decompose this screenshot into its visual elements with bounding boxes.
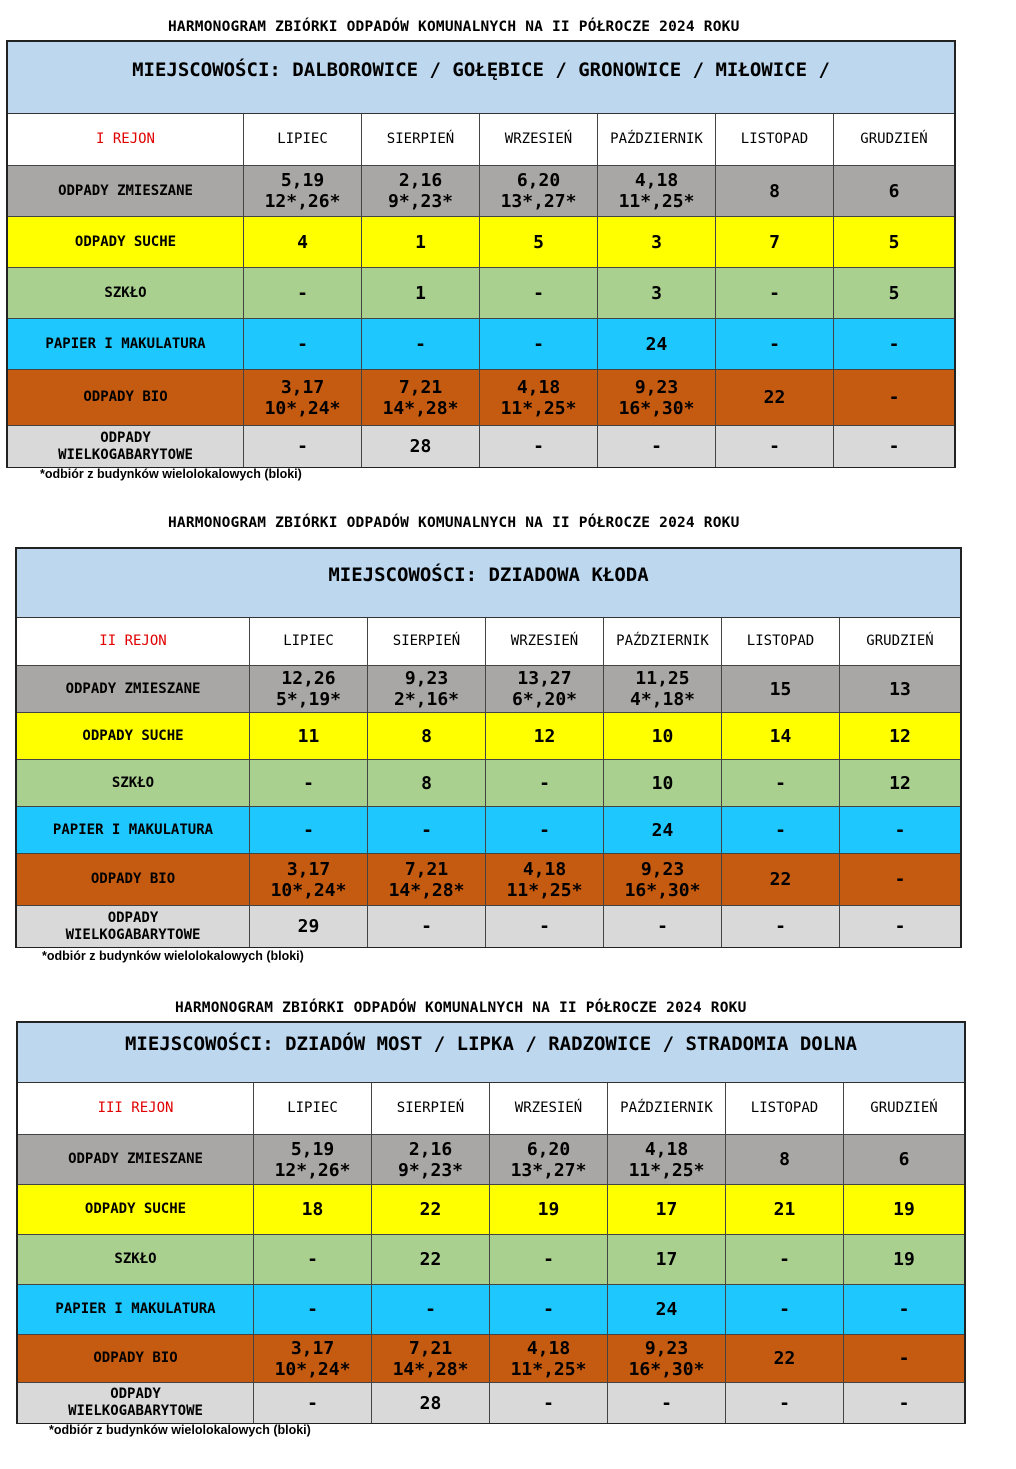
collection-dates: 14 — [722, 713, 840, 759]
schedule-table — [15, 547, 962, 948]
collection-dates: 19 — [490, 1185, 608, 1234]
collection-dates: 3,17 10*,24* — [254, 1335, 372, 1382]
odpady-bio-row — [8, 370, 954, 426]
collection-dates: - — [486, 760, 604, 806]
collection-dates: - — [490, 1383, 608, 1423]
waste-type-label: ODPADY BIO — [17, 854, 250, 905]
odpady-bio-row — [18, 1335, 964, 1383]
collection-dates: 28 — [362, 426, 480, 467]
collection-dates: - — [490, 1285, 608, 1334]
collection-dates: 28 — [372, 1383, 490, 1423]
month-header: SIERPIEŃ — [372, 1083, 490, 1134]
wielkogabarytowe-row — [18, 1383, 964, 1423]
collection-dates: - — [250, 760, 368, 806]
wielkogabarytowe-row — [17, 906, 960, 947]
month-header: LISTOPAD — [722, 618, 840, 665]
collection-dates: - — [894, 869, 906, 890]
schedule-title: HARMONOGRAM ZBIÓRKI ODPADÓW KOMUNALNYCH NA II PÓŁROCZE 2024 ROKU — [168, 515, 740, 531]
collection-dates: - — [608, 1383, 726, 1423]
collection-dates: 3,17 10*,24* — [250, 854, 368, 905]
collection-dates: 13 — [889, 678, 911, 700]
month-header: GRUDZIEŃ — [866, 633, 934, 649]
collection-dates: 6 — [888, 180, 900, 202]
odpady-suche-row — [18, 1185, 964, 1235]
month-header-row — [18, 1083, 964, 1135]
region-label: II REJON — [17, 618, 250, 665]
collection-dates: 3,17 10*,24* — [244, 370, 362, 425]
collection-dates: 4,18 11*,25* — [490, 1335, 608, 1382]
collection-dates: - — [894, 819, 906, 841]
region-label: III REJON — [18, 1083, 254, 1134]
collection-dates: 21 — [726, 1185, 844, 1234]
collection-dates: 17 — [608, 1235, 726, 1284]
odpady-bio-row — [17, 854, 960, 906]
papier-row — [17, 807, 960, 854]
collection-dates: 6,20 13*,27* — [480, 166, 598, 216]
collection-dates: - — [888, 436, 900, 457]
collection-dates: - — [362, 319, 480, 369]
waste-type-label: ODPADY SUCHE — [18, 1185, 254, 1234]
collection-dates: 12 — [889, 725, 911, 747]
collection-dates: - — [254, 1285, 372, 1334]
collection-dates: 17 — [608, 1185, 726, 1234]
collection-dates: - — [244, 426, 362, 467]
collection-dates: 7,21 14*,28* — [362, 370, 480, 425]
collection-dates: 4,18 11*,25* — [608, 1135, 726, 1184]
collection-dates: 24 — [598, 319, 716, 369]
collection-dates: 29 — [250, 906, 368, 947]
collection-dates: 5 — [888, 282, 900, 304]
collection-dates: - — [722, 760, 840, 806]
collection-dates: 22 — [372, 1235, 490, 1284]
schedule-grid — [8, 114, 954, 467]
collection-dates: - — [486, 807, 604, 853]
odpady-zmieszane-row — [17, 666, 960, 713]
collection-dates: - — [490, 1235, 608, 1284]
collection-dates: 8 — [726, 1135, 844, 1184]
waste-type-label: SZKŁO — [18, 1235, 254, 1284]
collection-dates: - — [894, 916, 906, 937]
collection-dates: - — [368, 807, 486, 853]
collection-dates: - — [716, 268, 834, 318]
collection-dates: 12,26 5*,19* — [250, 666, 368, 712]
collection-dates: 2,16 9*,23* — [362, 166, 480, 216]
waste-type-label: ODPADY WIELKOGABARYTOWE — [17, 906, 250, 947]
collection-dates: - — [598, 426, 716, 467]
collection-dates: 11,25 4*,18* — [604, 666, 722, 712]
odpady-suche-row — [17, 713, 960, 760]
waste-type-label: ODPADY WIELKOGABARYTOWE — [18, 1383, 254, 1423]
wielkogabarytowe-row — [8, 426, 954, 467]
collection-dates: 4 — [244, 217, 362, 267]
collection-dates: 9,23 2*,16* — [368, 666, 486, 712]
collection-dates: 10 — [604, 713, 722, 759]
collection-dates: 8 — [368, 760, 486, 806]
collection-dates: 22 — [722, 854, 840, 905]
collection-dates: - — [726, 1383, 844, 1423]
month-header: LIPIEC — [250, 618, 368, 665]
waste-type-label: ODPADY SUCHE — [8, 217, 244, 267]
schedule-grid — [17, 618, 960, 947]
collection-dates: 1 — [362, 268, 480, 318]
month-header: WRZESIEŃ — [486, 618, 604, 665]
odpady-suche-row — [8, 217, 954, 268]
collection-dates: 22 — [372, 1185, 490, 1234]
collection-dates: 24 — [604, 807, 722, 853]
waste-type-label: PAPIER I MAKULATURA — [17, 807, 250, 853]
collection-dates: - — [722, 906, 840, 947]
localities-banner: MIEJSCOWOŚCI: DZIADOWA KŁODA — [17, 549, 960, 618]
month-header: PAŹDZIERNIK — [598, 114, 716, 165]
collection-dates: - — [604, 906, 722, 947]
month-header-row — [8, 114, 954, 166]
collection-dates: 8 — [368, 713, 486, 759]
collection-dates: - — [244, 319, 362, 369]
collection-dates: 11 — [250, 713, 368, 759]
waste-type-label: SZKŁO — [8, 268, 244, 318]
collection-dates: 12 — [889, 772, 911, 794]
collection-dates: 9,23 16*,30* — [608, 1335, 726, 1382]
schedule-title: HARMONOGRAM ZBIÓRKI ODPADÓW KOMUNALNYCH NA II PÓŁROCZE 2024 ROKU — [168, 19, 740, 35]
waste-type-label: SZKŁO — [17, 760, 250, 806]
collection-dates: 1 — [362, 217, 480, 267]
collection-dates: - — [716, 319, 834, 369]
schedule-table — [6, 40, 956, 468]
collection-dates: 7,21 14*,28* — [368, 854, 486, 905]
localities-banner: MIEJSCOWOŚCI: DALBOROWICE / GOŁĘBICE / GRONOWICE / MIŁOWICE / — [8, 42, 954, 114]
month-header: GRUDZIEŃ — [870, 1100, 938, 1116]
collection-dates: 3 — [598, 268, 716, 318]
waste-type-label: ODPADY WIELKOGABARYTOWE — [8, 426, 244, 467]
collection-dates: - — [254, 1235, 372, 1284]
waste-type-label: ODPADY BIO — [8, 370, 244, 425]
collection-dates: 2,16 9*,23* — [372, 1135, 490, 1184]
collection-dates: 9,23 16*,30* — [598, 370, 716, 425]
odpady-zmieszane-row — [8, 166, 954, 217]
month-header: SIERPIEŃ — [368, 618, 486, 665]
collection-dates: 8 — [716, 166, 834, 216]
collection-dates: 22 — [716, 370, 834, 425]
collection-dates: - — [888, 387, 900, 408]
footnote: *odbiór z budynków wielolokalowych (bloki) — [40, 467, 302, 481]
szklo-row — [8, 268, 954, 319]
collection-dates: - — [716, 426, 834, 467]
collection-dates: - — [898, 1348, 910, 1369]
collection-dates: 4,18 11*,25* — [486, 854, 604, 905]
collection-dates: 9,23 16*,30* — [604, 854, 722, 905]
footnote: *odbiór z budynków wielolokalowych (bloki) — [42, 949, 304, 963]
collection-dates: 7 — [716, 217, 834, 267]
collection-dates: - — [368, 906, 486, 947]
waste-type-label: PAPIER I MAKULATURA — [18, 1285, 254, 1334]
collection-dates: - — [898, 1299, 910, 1320]
collection-dates: - — [250, 807, 368, 853]
month-header: LISTOPAD — [726, 1083, 844, 1134]
collection-dates: - — [898, 1392, 910, 1414]
schedule-table — [16, 1021, 966, 1424]
collection-dates: 22 — [726, 1335, 844, 1382]
month-header-row — [17, 618, 960, 666]
collection-dates: - — [480, 426, 598, 467]
waste-type-label: ODPADY ZMIESZANE — [17, 666, 250, 712]
waste-type-label: ODPADY BIO — [18, 1335, 254, 1382]
month-header: LISTOPAD — [716, 114, 834, 165]
collection-dates: 6 — [898, 1149, 910, 1170]
collection-dates: - — [722, 807, 840, 853]
collection-dates: - — [486, 906, 604, 947]
collection-dates: 12 — [486, 713, 604, 759]
month-header: WRZESIEŃ — [490, 1083, 608, 1134]
month-header: SIERPIEŃ — [362, 114, 480, 165]
waste-type-label: PAPIER I MAKULATURA — [8, 319, 244, 369]
month-header: PAŹDZIERNIK — [608, 1083, 726, 1134]
region-label: I REJON — [8, 114, 244, 165]
schedule-title: HARMONOGRAM ZBIÓRKI ODPADÓW KOMUNALNYCH NA II PÓŁROCZE 2024 ROKU — [175, 1000, 747, 1016]
collection-dates: 15 — [722, 666, 840, 712]
collection-dates: 4,18 11*,25* — [480, 370, 598, 425]
szklo-row — [17, 760, 960, 807]
collection-dates: - — [254, 1383, 372, 1423]
collection-dates: 5 — [480, 217, 598, 267]
collection-dates: - — [480, 319, 598, 369]
collection-dates: 5,19 12*,26* — [254, 1135, 372, 1184]
collection-dates: 5 — [888, 231, 900, 253]
collection-dates: 18 — [254, 1185, 372, 1234]
waste-type-label: ODPADY SUCHE — [17, 713, 250, 759]
schedule-grid — [18, 1083, 964, 1423]
papier-row — [8, 319, 954, 370]
papier-row — [18, 1285, 964, 1335]
szklo-row — [18, 1235, 964, 1285]
waste-type-label: ODPADY ZMIESZANE — [8, 166, 244, 216]
footnote: *odbiór z budynków wielolokalowych (bloki) — [49, 1423, 311, 1437]
collection-dates: 5,19 12*,26* — [244, 166, 362, 216]
collection-dates: 19 — [893, 1199, 915, 1220]
collection-dates: 3 — [598, 217, 716, 267]
collection-dates: 6,20 13*,27* — [490, 1135, 608, 1184]
collection-dates: 4,18 11*,25* — [598, 166, 716, 216]
waste-type-label: ODPADY ZMIESZANE — [18, 1135, 254, 1184]
collection-dates: - — [726, 1285, 844, 1334]
collection-dates: 10 — [604, 760, 722, 806]
month-header: LIPIEC — [254, 1083, 372, 1134]
month-header: LIPIEC — [244, 114, 362, 165]
localities-banner: MIEJSCOWOŚCI: DZIADÓW MOST / LIPKA / RADZOWICE / STRADOMIA DOLNA — [18, 1023, 964, 1083]
collection-dates: 19 — [893, 1249, 915, 1270]
month-header: GRUDZIEŃ — [860, 131, 928, 147]
collection-dates: 24 — [608, 1285, 726, 1334]
collection-dates: - — [480, 268, 598, 318]
collection-dates: 7,21 14*,28* — [372, 1335, 490, 1382]
collection-dates: - — [888, 333, 900, 355]
month-header: WRZESIEŃ — [480, 114, 598, 165]
collection-dates: - — [244, 268, 362, 318]
month-header: PAŹDZIERNIK — [604, 618, 722, 665]
odpady-zmieszane-row — [18, 1135, 964, 1185]
collection-dates: - — [372, 1285, 490, 1334]
collection-dates: - — [726, 1235, 844, 1284]
collection-dates: 13,27 6*,20* — [486, 666, 604, 712]
